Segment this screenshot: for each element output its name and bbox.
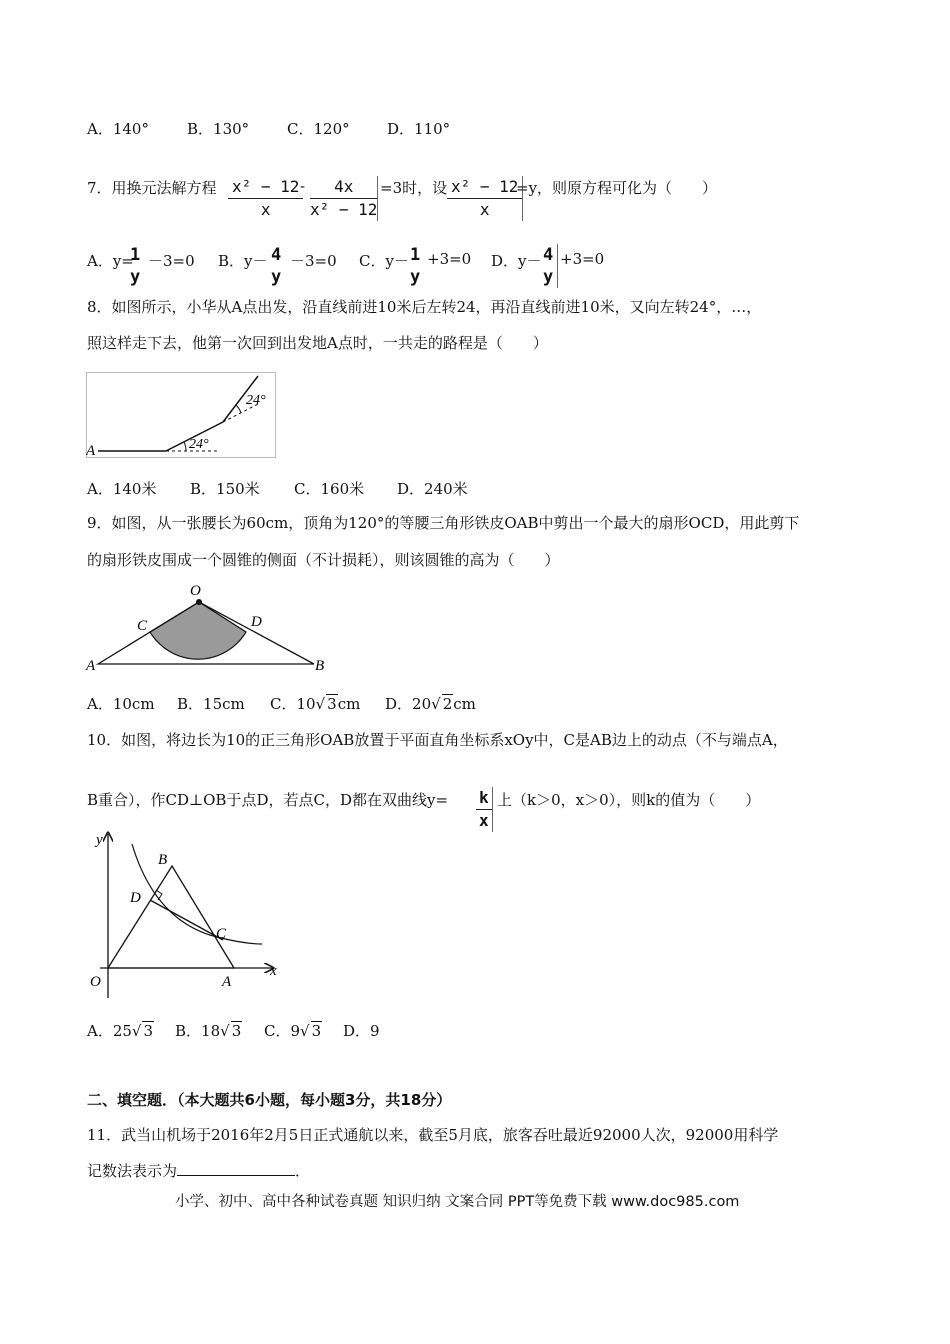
q9-option-a: A．10cm (87, 695, 155, 713)
q10-option-a-pre: A．25 (87, 1022, 132, 1040)
q7-option-c-pre: C．y－ (359, 252, 409, 270)
q9-line-2: 的扇形铁皮围成一个圆锥的侧面（不计损耗），则该圆锥的高为（ ） (87, 551, 560, 569)
q9-option-c-pre: C．10 (270, 695, 316, 713)
radical-icon: √ (315, 695, 326, 713)
q9-option-d-radicand: 2 (442, 695, 453, 713)
q9-label-o: O (190, 583, 201, 599)
q10-frac-denominator: x (479, 811, 489, 830)
q8-option-d: D．240米 (397, 480, 468, 498)
q7-fraction-3 (447, 176, 523, 221)
q9-label-c: C (137, 618, 148, 634)
q7-option-b-post: －3=0 (290, 252, 337, 270)
q10-option-c (264, 1020, 322, 1041)
q10-label-x: x (270, 963, 277, 979)
q9-option-b: B．15cm (177, 695, 245, 713)
q7-mid: =3时，设 (380, 179, 448, 197)
radical-icon: √ (131, 1022, 142, 1040)
q7-option-c-num: 1 (410, 245, 421, 265)
q7-frac2-numerator: 4x (310, 176, 377, 199)
q7-option-b-fraction (267, 244, 285, 288)
q7-fraction-1 (228, 176, 306, 221)
q9-option-d-post: cm (453, 695, 476, 713)
q7-frac1-denominator: x (260, 200, 271, 219)
q8-label-a: A (86, 443, 96, 458)
q7-frac3-numerator: x² − 12 (447, 176, 522, 199)
q7-fraction-2 (310, 176, 378, 221)
q6-option-d: D．110° (387, 120, 451, 138)
q7-option-b-pre: B．y－ (218, 252, 268, 270)
page-footer: 小学、初中、高中各种试卷真题 知识归纳 文案合同 PPT等免费下载 www.doc985.com (175, 1194, 740, 1210)
q7-option-a-num: 1 (130, 245, 141, 265)
q10-fraction (476, 787, 493, 832)
q9-option-c-radicand: 3 (327, 695, 337, 713)
q7-option-b-den: y (271, 267, 282, 287)
q8-angle-label-1: 24° (189, 437, 209, 452)
q10-option-a (87, 1020, 154, 1041)
q8-option-a: A．140米 (87, 480, 157, 498)
q8-angle-label-2: 24° (246, 393, 266, 408)
q10-label-a: A (222, 974, 232, 990)
q8-option-b: B．150米 (190, 480, 260, 498)
q10-option-b (175, 1020, 242, 1041)
q11-line-1: 11．武当山机场于2016年2月5日正式通航以来，截至5月底，旅客吞吐最近92000人次，92000用科学 (87, 1126, 779, 1144)
q10-triangle-oab (108, 866, 234, 968)
radical-icon: √ (220, 1022, 230, 1040)
q9-label-d: D (251, 614, 262, 630)
q8-line-2: 照这样走下去，他第一次回到出发地A点时，一共走的路程是（ ） (87, 334, 548, 352)
q7-frac1-numerator: x² − 12 (228, 176, 303, 199)
section-2-title: 二、填空题．（本大题共6小题，每小题3分，共18分） (87, 1091, 452, 1109)
q7-option-c-post: +3=0 (427, 250, 472, 268)
q7-option-d-num: 4 (543, 245, 554, 265)
q9-option-c-post: cm (337, 695, 361, 713)
q11-line-2-post: ． (295, 1162, 311, 1180)
q7-option-d-pre: D．y－ (491, 252, 542, 270)
q10-figure (86, 828, 286, 998)
q11-line-2-pre: 记数法表示为 (87, 1162, 178, 1180)
q10-segment-cd (150, 900, 223, 940)
q6-option-c: C．120° (287, 120, 350, 138)
q7-option-c-den: y (410, 267, 421, 287)
q7-option-a-pre: A．y= (87, 252, 134, 270)
q7-option-d-fraction (539, 244, 558, 288)
q7-option-a-den: y (130, 267, 141, 287)
q8-figure-frame (87, 373, 276, 458)
q10-hyperbola (132, 844, 262, 944)
q10-label-d: D (130, 890, 141, 906)
q10-option-b-pre: B．18 (175, 1022, 221, 1040)
q10-option-c-radicand: 3 (311, 1022, 322, 1040)
q8-line-1: 8．如图所示，小华从A点出发，沿直线前进10米后左转24，再沿直线前进10米，又向左转24°，…， (87, 298, 762, 316)
q10-label-b: B (158, 852, 168, 868)
q7-suffix: =y，则原方程可化为（ ） (516, 179, 718, 197)
q7-option-d-den: y (543, 267, 554, 287)
q10-line-1: 10．如图，将边长为10的正三角形OAB放置于平面直角坐标系xOy中，C是AB边上的动点（不与端点A， (87, 731, 788, 749)
q10-line-2-post: 上（k＞0，x＞0），则k的值为（ ） (497, 791, 761, 809)
q11-answer-blank[interactable] (177, 1161, 295, 1176)
q11-line-2 (87, 1160, 310, 1181)
q8-option-c: C．160米 (294, 480, 365, 498)
q10-option-b-radicand: 3 (231, 1022, 242, 1040)
q10-option-a-radicand: 3 (143, 1022, 154, 1040)
q10-label-c: C (216, 926, 227, 942)
q7-prefix: 7．用换元法解方程 (87, 179, 217, 197)
q7-option-b-num: 4 (271, 245, 282, 265)
q10-option-d: D．9 (343, 1022, 380, 1040)
q9-option-d (385, 693, 476, 714)
q9-option-c (270, 693, 360, 714)
q10-frac-numerator: k (476, 787, 492, 810)
q9-label-a: A (86, 658, 96, 674)
q9-point-o (196, 599, 202, 605)
q10-right-angle-mark (156, 890, 162, 900)
q7-frac3-denominator: x (479, 200, 490, 219)
q7-option-c-fraction (406, 244, 424, 288)
radical-icon: √ (300, 1022, 310, 1040)
q9-sector-ocd (150, 602, 246, 659)
q10-label-y: y (96, 832, 103, 848)
q8-figure (86, 372, 276, 458)
q7-option-a-post: －3=0 (148, 252, 195, 270)
q6-option-a: A．140° (87, 120, 149, 138)
q7-option-a-fraction (126, 244, 144, 288)
q10-label-o: O (90, 974, 101, 990)
q9-option-d-pre: D．20 (385, 695, 432, 713)
q9-figure (84, 580, 334, 675)
q7-option-d-post: +3=0 (560, 250, 605, 268)
q6-option-b: B．130° (187, 120, 250, 138)
q10-option-c-pre: C．9 (264, 1022, 301, 1040)
q9-line-1: 9．如图，从一张腰长为60cm，顶角为120°的等腰三角形铁皮OAB中剪出一个最大的扇形OCD，用此剪下 (87, 514, 800, 532)
q7-frac2-denominator: x² − 12 (310, 200, 378, 219)
radical-icon: √ (431, 695, 441, 713)
q10-line-2-pre: B重合），作CD⊥OB于点D，若点C，D都在双曲线y= (87, 791, 449, 809)
q7-minus: - (300, 177, 306, 195)
q9-label-b: B (315, 658, 325, 674)
